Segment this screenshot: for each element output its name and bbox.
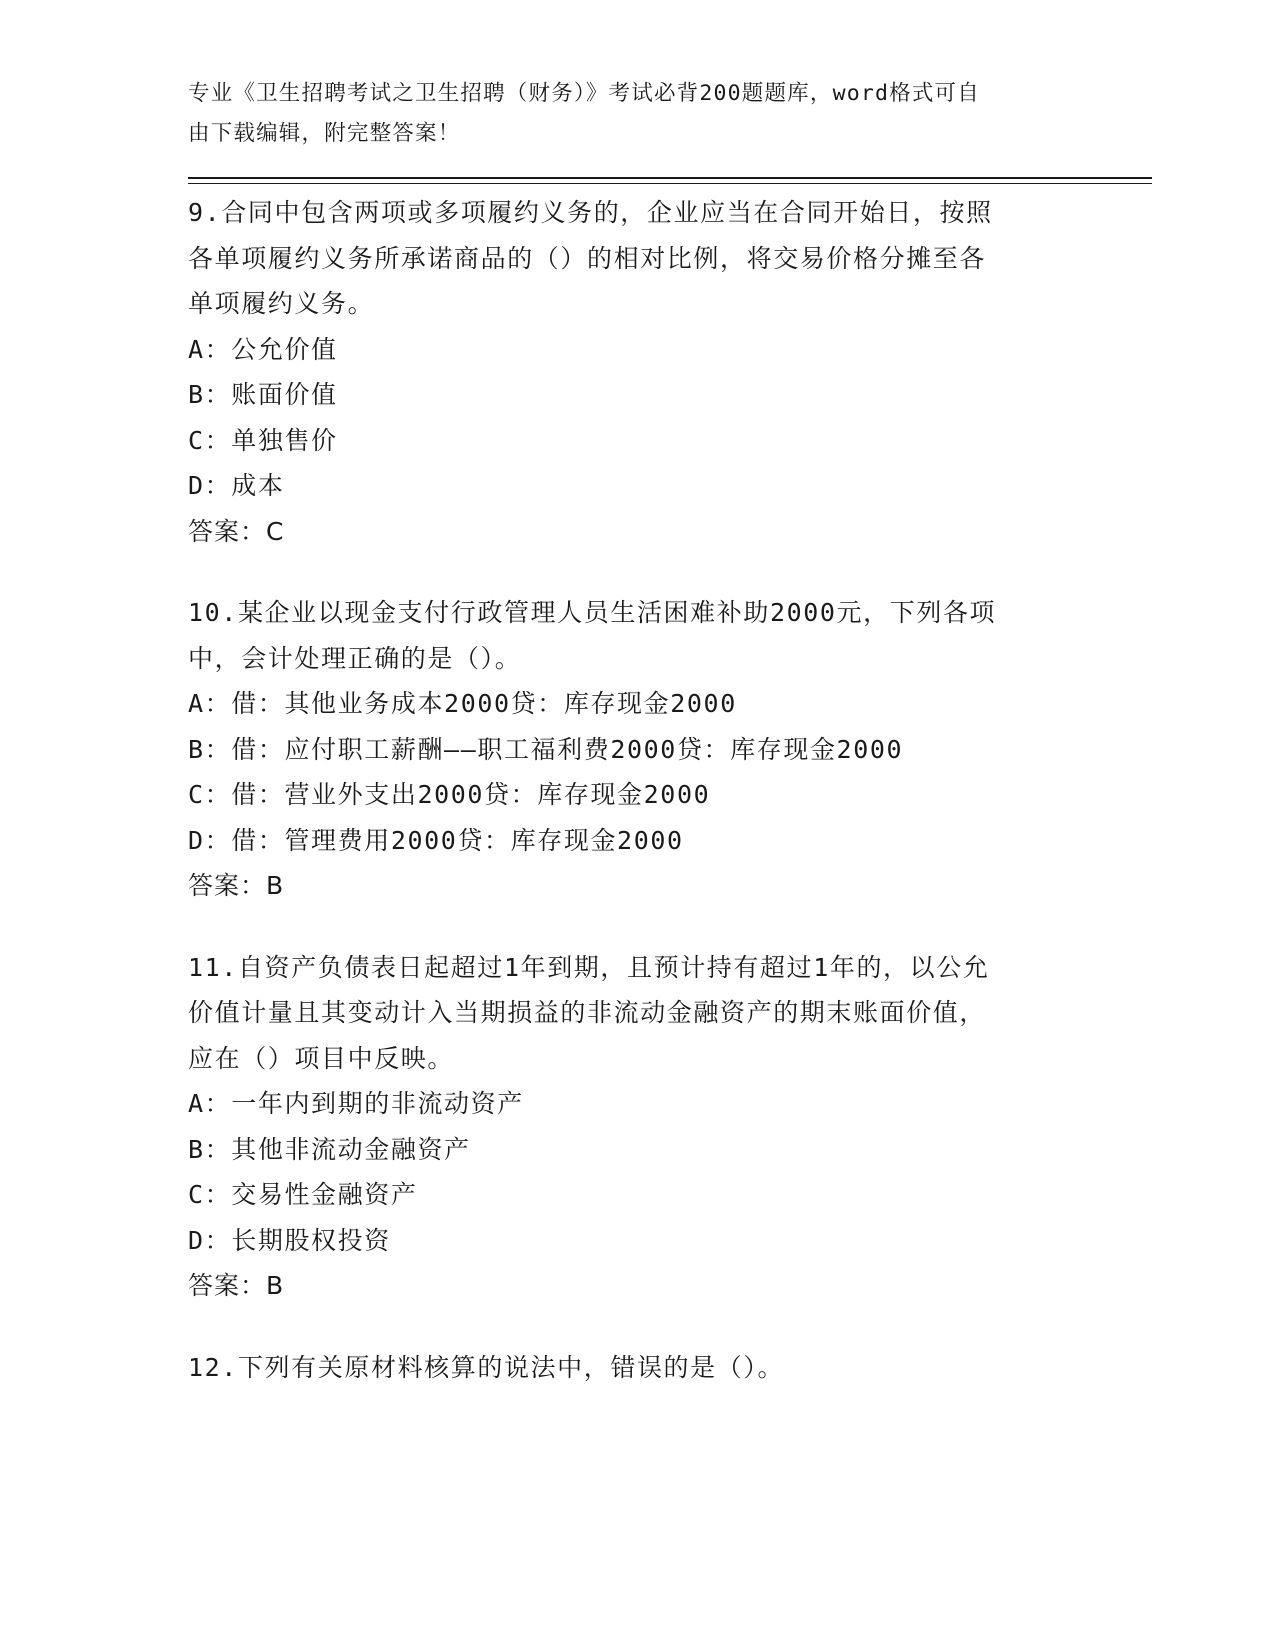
question-10 (188, 590, 1138, 909)
question-stem-line: 应在（）项目中反映。 (188, 1043, 455, 1073)
header-divider-thin (188, 183, 1152, 184)
question-stem-line: 中，会计处理正确的是（）。 (188, 643, 522, 673)
question-stem-line: 价值计量且其变动计入当期损益的非流动金融资产的期末账面价值， (188, 998, 987, 1027)
option-c: C：单独售价 (188, 425, 338, 455)
option-b: B：账面价值 (188, 380, 338, 409)
question-stem-line: 单项履约义务。 (188, 289, 375, 318)
option-c: C：交易性金融资产 (188, 1180, 418, 1209)
question-9 (188, 190, 1138, 554)
question-stem-line: 11.自资产负债表日起超过1年到期，且预计持有超过1年的，以公允 (188, 952, 990, 982)
option-c: C：借：营业外支出2000贷：库存现金2000 (188, 780, 711, 809)
option-d: D：成本 (188, 471, 285, 500)
header-divider-thick (188, 177, 1152, 179)
option-d: D：长期股权投资 (188, 1225, 391, 1255)
answer-line: 答案：B (188, 1271, 285, 1300)
question-stem-line: 9.合同中包含两项或多项履约义务的，企业应当在合同开始日，按照 (188, 198, 993, 227)
question-list (188, 190, 1138, 1426)
question-11 (188, 945, 1138, 1309)
option-a: A：借：其他业务成本2000贷：库存现金2000 (188, 689, 737, 718)
option-d: D：借：管理费用2000贷：库存现金2000 (188, 825, 684, 855)
question-stem-line: 10.某企业以现金支付行政管理人员生活困难补助2000元，下列各项 (188, 598, 997, 627)
option-b: B：其他非流动金融资产 (188, 1134, 471, 1164)
option-a: A：一年内到期的非流动资产 (188, 1089, 524, 1118)
header-line: 由下载编辑，附完整答案！ (188, 121, 461, 146)
option-a: A：公允价值 (188, 334, 338, 364)
answer-line: 答案：B (188, 871, 285, 900)
document-header (188, 74, 1068, 154)
header-line: 专业《卫生招聘考试之卫生招聘（财务）》考试必背200题题库，word格式可自 (188, 81, 980, 106)
option-b: B：借：应付职工薪酬——职工福利费2000贷：库存现金2000 (188, 734, 904, 764)
question-12 (188, 1345, 1138, 1391)
answer-line: 答案：C (188, 516, 285, 546)
question-stem-line: 12.下列有关原材料核算的说法中，错误的是（）。 (188, 1352, 785, 1382)
question-stem-line: 各单项履约义务所承诺商品的（）的相对比例，将交易价格分摊至各 (188, 243, 987, 273)
